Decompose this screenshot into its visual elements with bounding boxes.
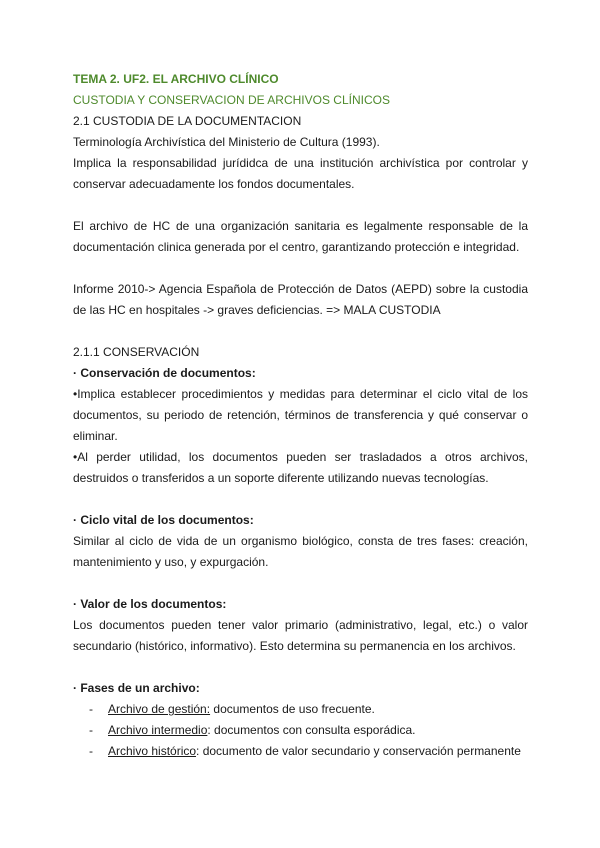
- list-item: [73, 720, 528, 741]
- phases-heading: · Fases de un archivo:: [73, 681, 200, 695]
- list-dash: -: [89, 723, 93, 737]
- phase-term: Archivo de gestión:: [108, 702, 211, 716]
- value-paragraph: Los documentos pueden tener valor primario (administrativo, legal, etc.) o valor secundario (histórico, informativo). Esto determina su permanencia en los archivos.: [73, 618, 528, 653]
- conservation-bullet-2: •Al perder utilidad, los documentos pueden ser trasladados a otros archivos, destruidos o transferidos a un soporte diferente utilizando nuevas tecnologías.: [73, 450, 528, 485]
- subsection-heading: 2.1.1 CONSERVACIÓN: [73, 345, 200, 359]
- list-item: [73, 699, 528, 720]
- document-body: [73, 69, 528, 762]
- phase-description: : documento de valor secundario y conservación permanente: [196, 744, 521, 758]
- phase-term: Archivo intermedio: [108, 723, 208, 737]
- list-item: [73, 741, 528, 762]
- section-heading: 2.1 CUSTODIA DE LA DOCUMENTACION: [73, 114, 302, 128]
- phase-description: documentos de uso frecuente.: [210, 702, 375, 716]
- phases-list: [73, 699, 528, 762]
- report-paragraph: Informe 2010-> Agencia Española de Protección de Datos (AEPD) sobre la custodia de las HC en hospitales -> graves deficiencias. => MALA CUSTODIA: [73, 282, 528, 317]
- responsibility-paragraph: Implica la responsabilidad jurídidca de una institución archivística por controlar y conservar adecuadamente los fondos documentales.: [73, 156, 528, 191]
- life-cycle-heading: · Ciclo vital de los documentos:: [73, 513, 254, 527]
- list-dash: -: [89, 702, 93, 716]
- life-cycle-paragraph: Similar al ciclo de vida de un organismo biológico, consta de tres fases: creación, mantenimiento y uso, y expurgación.: [73, 534, 528, 569]
- phase-term: Archivo histórico: [108, 744, 197, 758]
- conservation-heading: · Conservación de documentos:: [73, 366, 256, 380]
- value-heading: · Valor de los documentos:: [73, 597, 227, 611]
- hc-archive-paragraph: El archivo de HC de una organización sanitaria es legalmente responsable de la documentación clinica generada por el centro, garantizando protección e integridad.: [73, 219, 528, 254]
- terminology-line: Terminología Archivística del Ministerio de Cultura (1993).: [73, 135, 380, 149]
- list-dash: -: [89, 744, 93, 758]
- phase-description: : documentos con consulta esporádica.: [207, 723, 416, 737]
- conservation-bullet-1: •Implica establecer procedimientos y medidas para determinar el ciclo vital de los documentos, su periodo de retención, términos de transferencia y qué conservar o eliminar.: [73, 387, 528, 443]
- document-subtitle: CUSTODIA Y CONSERVACION DE ARCHIVOS CLÍNICOS: [73, 93, 390, 107]
- document-title: TEMA 2. UF2. EL ARCHIVO CLÍNICO: [73, 72, 279, 86]
